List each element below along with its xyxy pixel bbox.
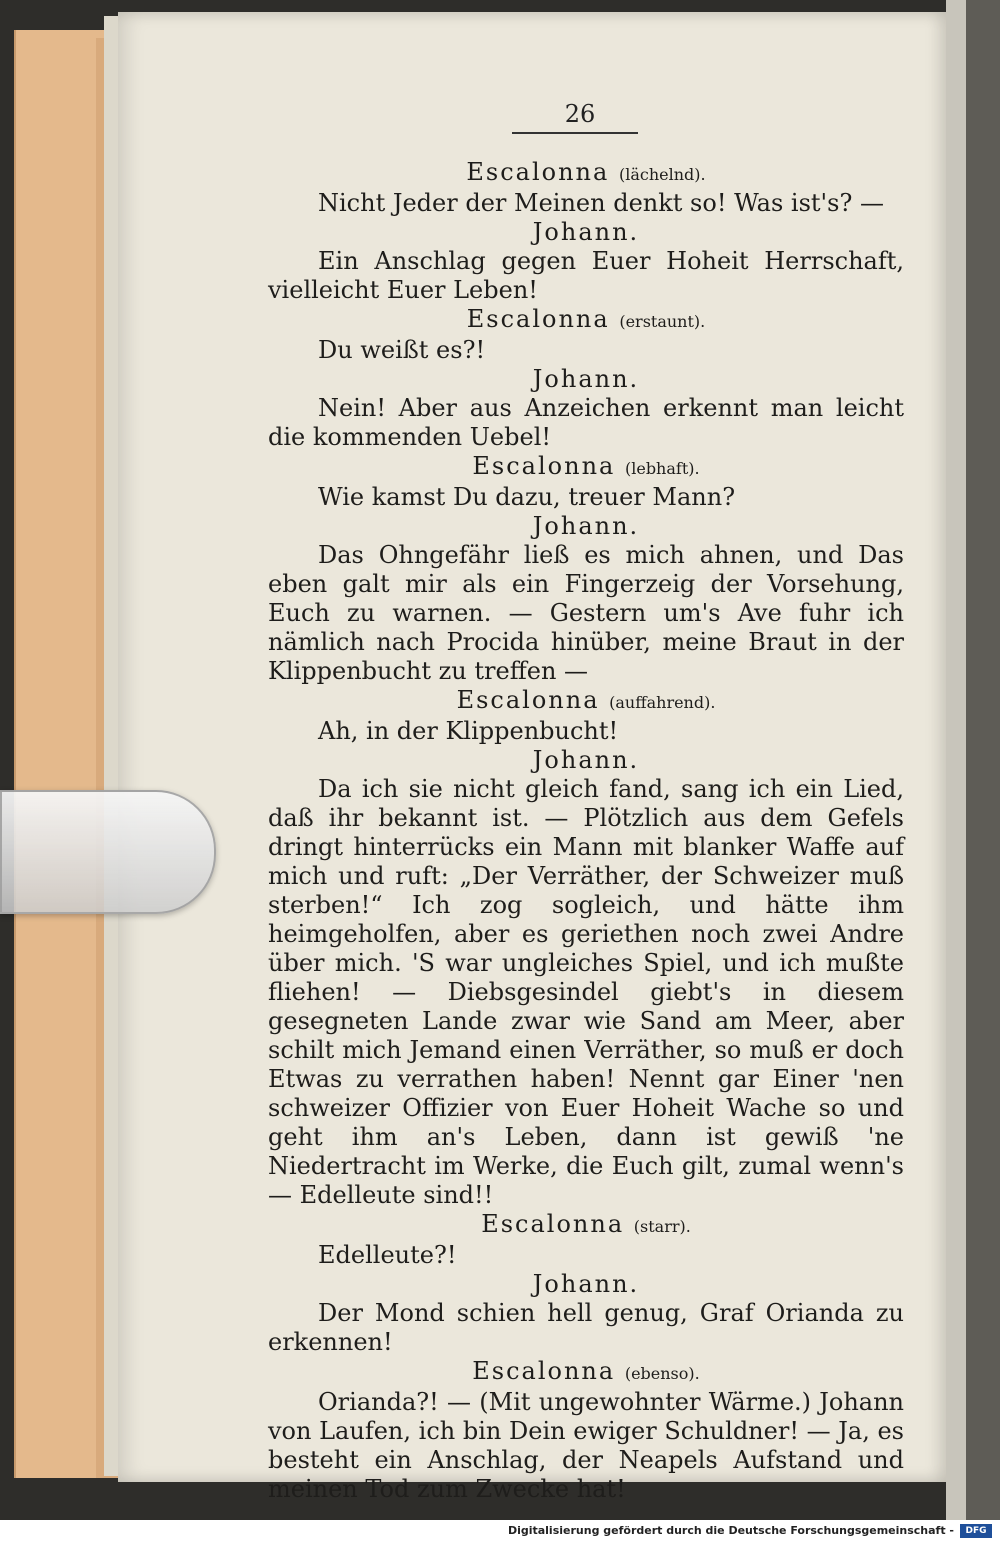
speaker-line — [268, 365, 904, 394]
speaker-name: Johann. — [532, 365, 640, 393]
speaker-line — [268, 686, 904, 717]
dialogue-paragraph: Orianda?! — (Mit ungewohnter Wärme.) Johann von Laufen, ich bin Dein ewiger Schuldner! — Ja, es besteht ein Anschlag, der Neapels Aufstand und meinen Tod zum Zwecke hat! — [268, 1388, 904, 1503]
stage-direction: (erstaunt). — [619, 312, 706, 331]
dialogue-paragraph: Da ich sie nicht gleich fand, sang ich ein Lied, daß ihr bekannt ist. — Plötzlich aus dem Gefels dringt hinterrücks ein Mann mit blanker Waffe auf mich und ruft: „Der Verräther, der Schweizer muß sterben!“ Ich zog sogleich, und hätte ihm heimgeholfen, aber es geriethen noch zwei Andre über mich. 'S war ungleiches Spiel, und ich mußte fliehen! — Diebsgesindel giebt's in diesem gesegneten Lande zwar wie Sand am Meer, aber schilt mich Jemand einen Verräther, so muß er doch Etwas zu verrathen haben! Nennt gar Einer 'nen schweizer Offizier von Euer Hoheit Wache so und geht ihm an's Leben, dann ist gewiß 'ne Niedertracht im Werke, die Euch gilt, zumal wenn's — Edelleute sind!! — [268, 775, 904, 1209]
stage-direction: (lächelnd). — [618, 165, 706, 184]
dialogue-paragraph: Wie kamst Du dazu, treuer Mann? — [318, 483, 736, 511]
speaker-line — [268, 512, 904, 541]
stage-direction: (ebenso). — [624, 1364, 700, 1383]
dialogue-paragraph: Edelleute?! — [318, 1241, 457, 1269]
speaker-line — [268, 1210, 904, 1241]
speaker-line — [268, 1270, 904, 1299]
speaker-line — [268, 218, 904, 247]
stage-direction: (starr). — [633, 1217, 691, 1236]
speaker-name: Escalonna — [481, 1210, 625, 1238]
speaker-name: Escalonna — [466, 305, 610, 333]
page-number-rule — [512, 132, 638, 134]
page-text — [268, 158, 904, 1504]
speaker-line — [268, 158, 904, 189]
speaker-name: Johann. — [532, 1270, 640, 1298]
transparent-bookmark — [0, 790, 216, 914]
scan-border — [946, 0, 1000, 1520]
funding-notice: Digitalisierung gefördert durch die Deutsche Forschungsgemeinschaft - — [507, 1524, 954, 1537]
speaker-name: Escalonna — [472, 452, 616, 480]
footer-bar — [0, 1520, 1000, 1542]
speaker-line — [268, 746, 904, 775]
dialogue-paragraph: Ah, in der Klippenbucht! — [318, 717, 619, 745]
dialogue-paragraph: Ein Anschlag gegen Euer Hoheit Herrschaft, vielleicht Euer Leben! — [268, 247, 904, 304]
stage-direction: (auffahrend). — [609, 693, 716, 712]
dialogue-paragraph: Nein! Aber aus Anzeichen erkennt man leicht die kommenden Uebel! — [268, 394, 904, 451]
dialogue-paragraph: Nicht Jeder der Meinen denkt so! Was ist's? — — [318, 189, 884, 217]
stage-direction: (lebhaft). — [624, 459, 700, 478]
dialogue-paragraph: Das Ohngefähr ließ es mich ahnen, und Das eben galt mir als ein Fingerzeig der Vorsehung, Euch zu warnen. — Gestern um's Ave fuhr ich nämlich nach Procida hinüber, meine Braut in der Klippenbucht zu treffen — — [268, 541, 904, 685]
speaker-name: Escalonna — [466, 158, 610, 186]
dialogue-paragraph: Der Mond schien hell genug, Graf Orianda zu erkennen! — [268, 1299, 904, 1356]
speaker-name: Escalonna — [472, 1357, 616, 1385]
dfg-logo-icon: DFG — [960, 1524, 992, 1538]
speaker-name: Johann. — [532, 512, 640, 540]
dialogue-paragraph: Du weißt es?! — [318, 336, 486, 364]
speaker-name: Johann. — [532, 746, 640, 774]
speaker-line — [268, 452, 904, 483]
speaker-line — [268, 1357, 904, 1388]
speaker-line — [268, 305, 904, 336]
speaker-name: Escalonna — [456, 686, 600, 714]
speaker-name: Johann. — [532, 218, 640, 246]
page-number: 26 — [564, 100, 596, 128]
